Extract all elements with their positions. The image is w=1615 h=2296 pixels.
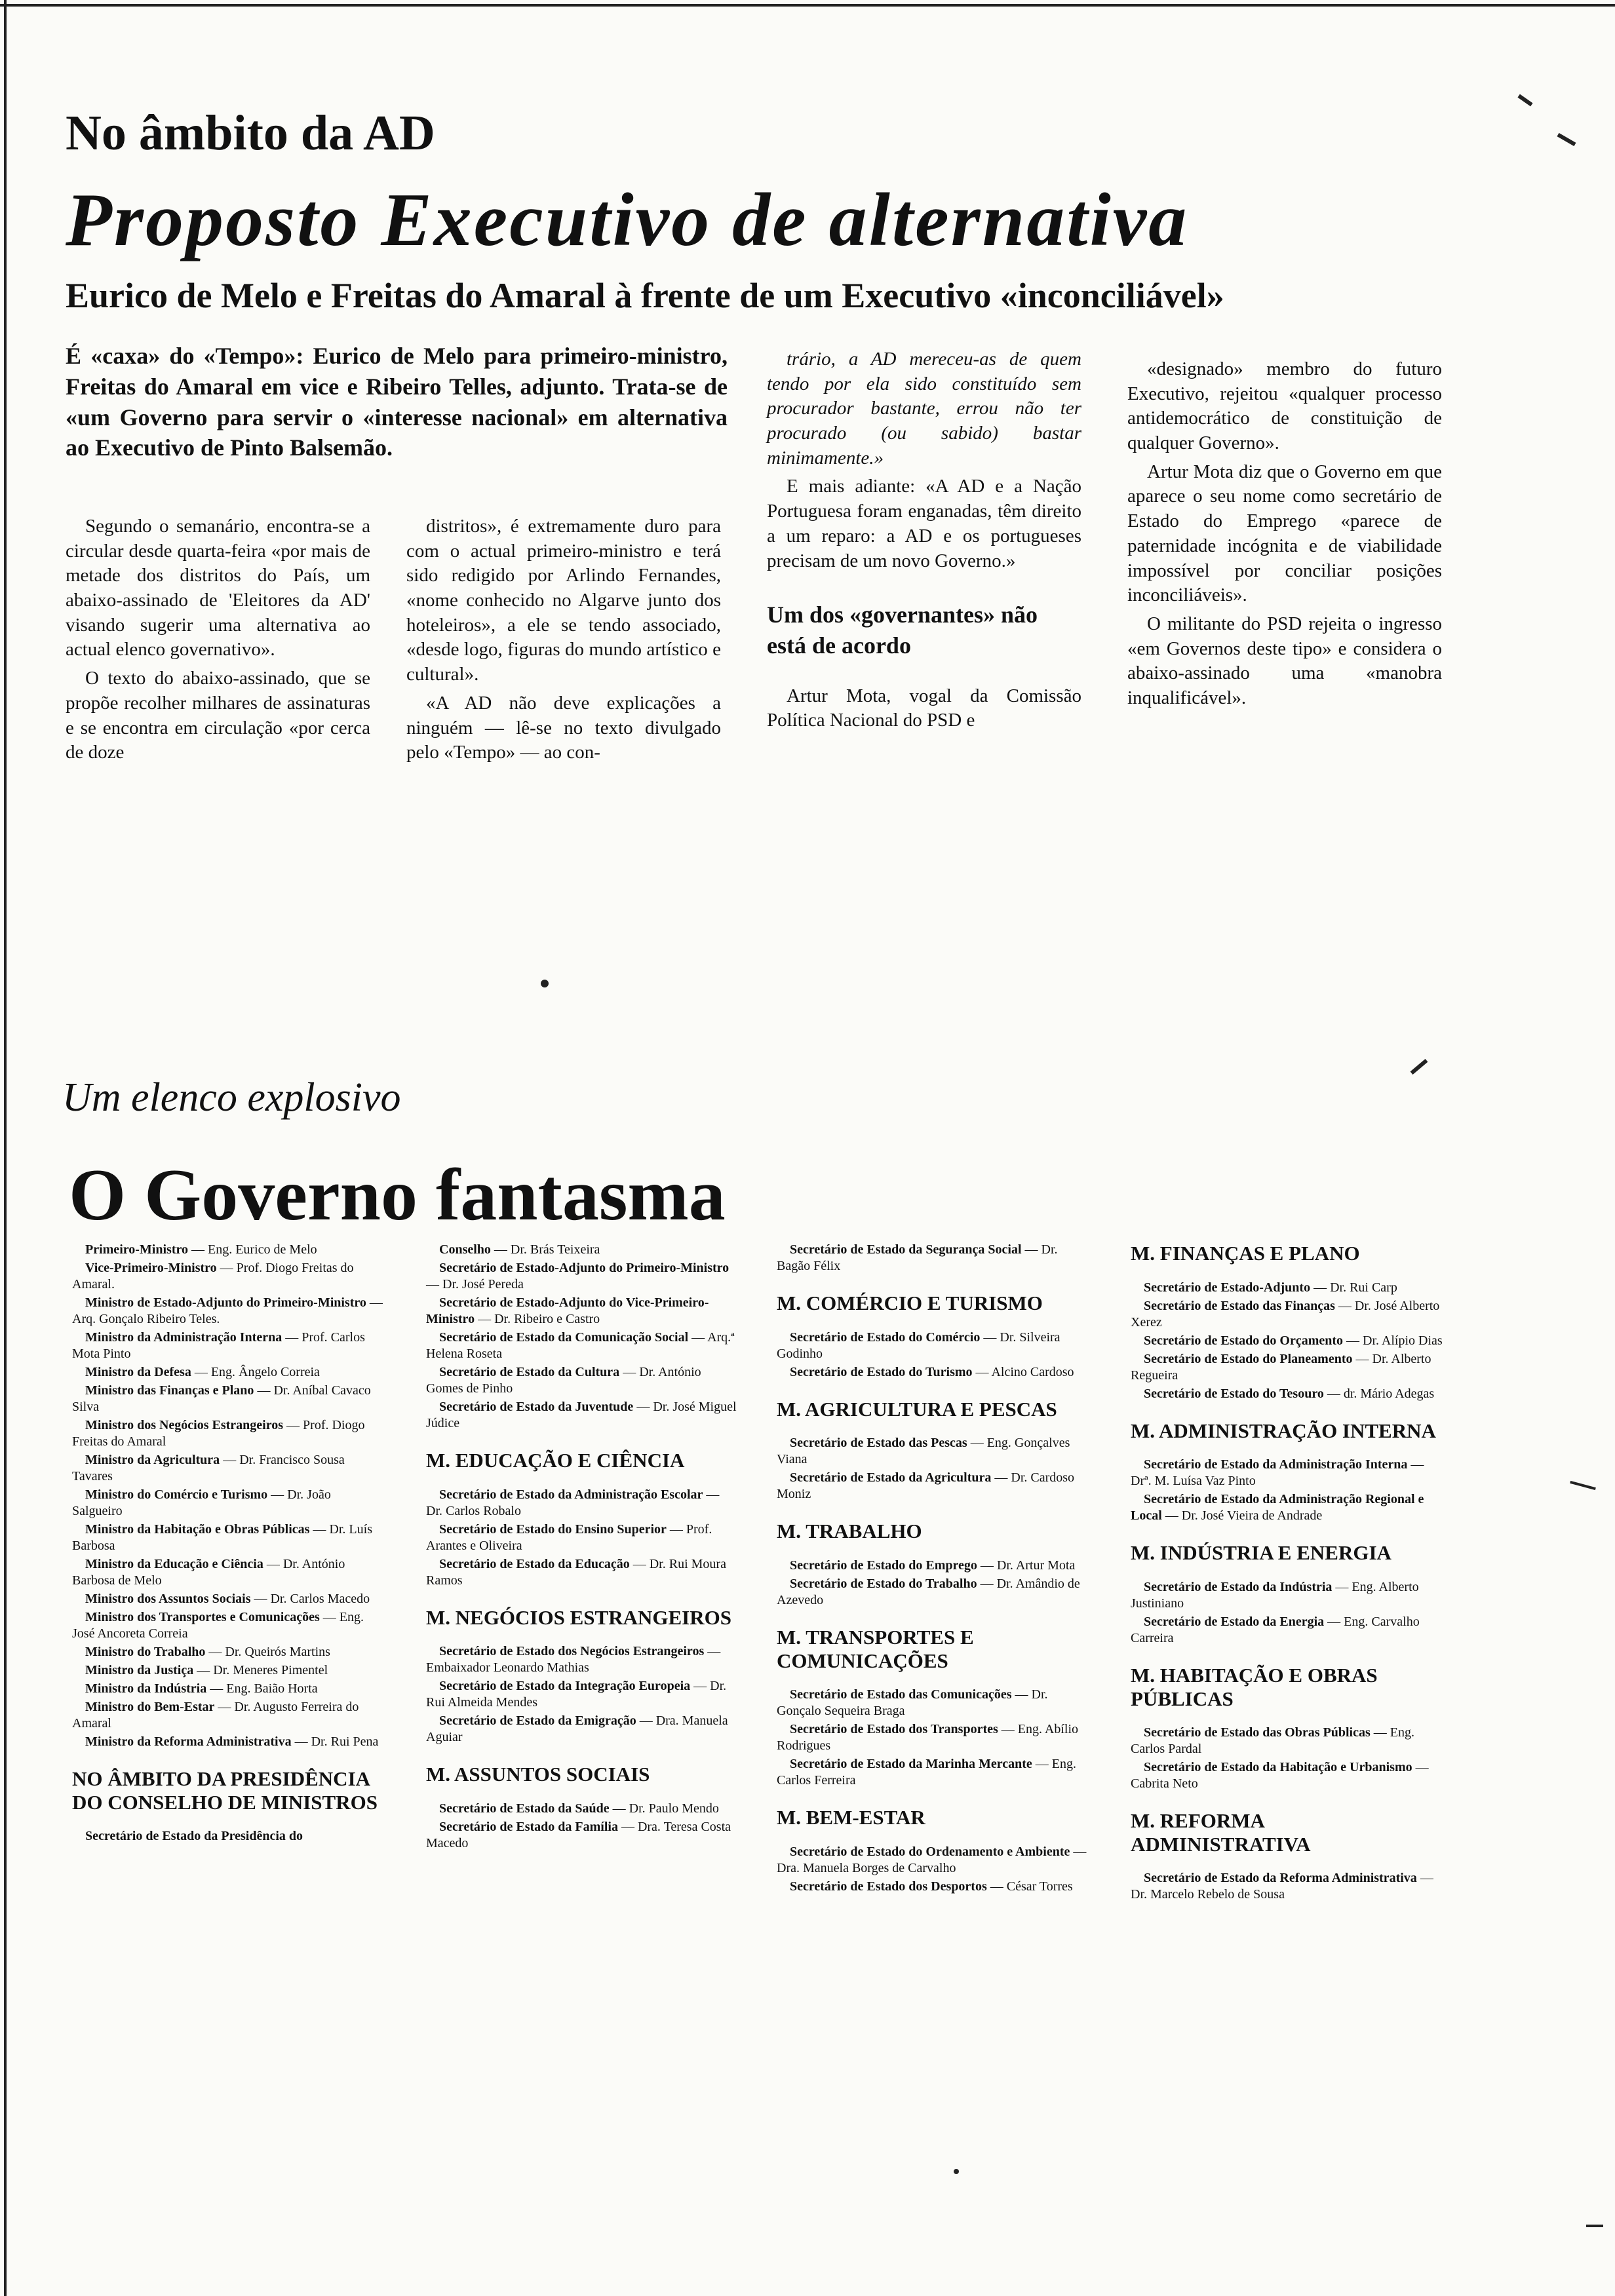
entry-name: — Dr. Rui Carp (1313, 1280, 1397, 1295)
entry-role: Secretário de Estado do Turismo (790, 1364, 973, 1379)
paragraph: trário, a AD mereceu-as de quem tendo por ela sido constituído sem procurador bastante, errou não ter procurado (ou sabido) bastar minimamente.» (767, 349, 1081, 469)
entry-role: Secretário de Estado da Segurança Social (790, 1242, 1022, 1257)
entry-name: — Alcino Cardoso (975, 1364, 1074, 1379)
cabinet-entry (1131, 1333, 1445, 1349)
entry-role: Secretário de Estado da Agricultura (790, 1470, 992, 1485)
entry-role: Secretário de Estado-Adjunto do Primeiro-Ministro (439, 1261, 730, 1275)
cabinet-entry (426, 1643, 737, 1676)
article1-headline: Proposto Executivo de alternativa (66, 178, 1189, 262)
entry-role: Secretário de Estado da Integração Europeia (439, 1679, 691, 1694)
article1-kicker: No âmbito da AD (66, 105, 435, 161)
article1-column-3 (767, 347, 1081, 737)
paragraph: distritos», é extremamente duro para com o actual primeiro-ministro e terá sido redigido por Arlindo Fernandes, «nome conhecido no Algarve junto dos hoteleiros», a ele se tendo associado, «desde logo, figuras do mundo artístico e cultural». (406, 516, 721, 685)
entry-name: — Arq. Gonçalo Ribeiro Teles. (72, 1295, 383, 1326)
scan-speck (1517, 94, 1532, 107)
entry-name: — Dr. Rui Pena (294, 1734, 379, 1749)
cabinet-entry (1131, 1614, 1445, 1647)
cabinet-entry (426, 1819, 737, 1852)
article1-column-2 (406, 514, 721, 769)
cabinet-entry (777, 1470, 1088, 1502)
cabinet-entry (72, 1260, 383, 1293)
entry-role: Ministro da Defesa (85, 1365, 191, 1379)
entry-role: Secretário de Estado das Pescas (790, 1436, 967, 1451)
cabinet-entry (72, 1609, 383, 1642)
entry-name: — Prof. Carlos Mota Pinto (72, 1330, 365, 1361)
paragraph: «designado» membro do futuro Executivo, rejeitou «qualquer processo antidemocrático de constituição de qualquer Governo». (1127, 358, 1442, 454)
entry-role: Ministro da Reforma Administrativa (85, 1734, 292, 1749)
entry-role: Ministro dos Assuntos Sociais (85, 1592, 251, 1606)
entry-name: — Eng. Carlos Pardal (1131, 1725, 1414, 1757)
cabinet-entry (72, 1417, 383, 1450)
entry-role: Secretário de Estado da Administração Escolar (439, 1487, 703, 1502)
entry-name: — César Torres (990, 1879, 1073, 1894)
scan-speck (541, 980, 549, 987)
entry-name: — Dr. Francisco Sousa Tavares (72, 1453, 345, 1483)
cabinet-entry (1131, 1386, 1445, 1402)
entry-name: — Dr. Alberto Regueira (1131, 1351, 1431, 1383)
entry-role: Conselho (439, 1242, 491, 1257)
entry-name: — Dr. Brás Teixeira (494, 1242, 600, 1257)
entry-role: Ministro de Estado-Adjunto do Primeiro-Ministro (85, 1295, 366, 1310)
entry-name: — Dr. Cardoso Moniz (777, 1470, 1075, 1502)
cabinet-entry (426, 1521, 737, 1554)
entry-role: Secretário de Estado da Administração Regional e Local (1131, 1492, 1424, 1523)
entry-name: — dr. Mário Adegas (1327, 1386, 1435, 1401)
paragraph: E mais adiante: «A AD e a Nação Portuguesa foram enganadas, têm direito a um reparo: a AD e os portugueses precisam de um novo Governo.» (767, 476, 1081, 571)
entry-name: — Eng. Baião Horta (210, 1681, 318, 1696)
ministry-heading: M. TRANSPORTES E COMUNICAÇÕES (777, 1625, 974, 1672)
ministry-heading: M. NEGÓCIOS ESTRANGEIROS (426, 1605, 731, 1629)
article2-column-2 (426, 1242, 737, 1854)
scan-speck (1570, 1481, 1596, 1490)
entry-role: Secretário de Estado da Juventude (439, 1400, 634, 1414)
entry-name: — Dra. Manuela Borges de Carvalho (777, 1844, 1087, 1875)
entry-name: — Dr. António Gomes de Pinho (426, 1365, 701, 1396)
entry-name: — Dr. Augusto Ferreira do Amaral (72, 1700, 359, 1731)
cabinet-entry (1131, 1491, 1445, 1524)
cabinet-entry (1131, 1759, 1445, 1792)
entry-name: — Dr. José Miguel Júdice (426, 1400, 737, 1430)
ministry-heading: M. REFORMA ADMINISTRATIVA (1131, 1809, 1311, 1856)
entry-role: Ministro do Comércio e Turismo (85, 1487, 268, 1502)
entry-name: — Dr. Ribeiro e Castro (478, 1312, 600, 1326)
cabinet-entry (426, 1242, 737, 1258)
entry-name: — Dr. José Pereda (426, 1277, 524, 1292)
entry-role: Secretário de Estado da Comunicação Social (439, 1330, 689, 1345)
article2-column-3 (777, 1242, 1088, 1897)
entry-role: Secretário de Estado do Emprego (790, 1558, 977, 1573)
entry-role: Ministro dos Transportes e Comunicações (85, 1610, 320, 1624)
entry-role: Ministro do Bem-Estar (85, 1700, 215, 1714)
entry-name: — Dr. Alípio Dias (1346, 1333, 1443, 1348)
entry-role: Secretário de Estado do Trabalho (790, 1576, 977, 1591)
entry-name: — Dr. João Salgueiro (72, 1487, 331, 1518)
paragraph: O texto do abaixo-assinado, que se propõe recolher milhares de assinaturas e se encontra em circulação «por cerca de doze (66, 668, 370, 763)
entry-name: — Dr. Artur Mota (980, 1558, 1076, 1573)
entry-name: — Dr. Carlos Macedo (254, 1592, 370, 1606)
ministry-heading: NO ÂMBITO DA PRESIDÊNCIA DO CONSELHO DE MINISTROS (72, 1767, 378, 1814)
entry-name: — Cabrita Neto (1131, 1760, 1429, 1791)
article1-subhead: Eurico de Melo e Freitas do Amaral à frente de um Executivo «inconciliável» (66, 276, 1224, 315)
cabinet-entry (426, 1556, 737, 1589)
cabinet-entry (72, 1242, 383, 1258)
entry-role: Secretário de Estado dos Desportos (790, 1879, 987, 1894)
entry-name: — Prof. Arantes e Oliveira (426, 1521, 712, 1553)
cabinet-entry (426, 1295, 737, 1328)
cabinet-entry (1131, 1579, 1445, 1612)
cabinet-entry (72, 1452, 383, 1485)
cabinet-entry (1131, 1870, 1445, 1903)
entry-name: — Dr. Aníbal Cavaco Silva (72, 1383, 371, 1414)
entry-role: Secretário de Estado da Educação (439, 1556, 630, 1571)
ministry-heading: M. ADMINISTRAÇÃO INTERNA (1131, 1419, 1436, 1442)
entry-role: Secretário de Estado das Comunicações (790, 1687, 1012, 1702)
entry-name: — Arq.ª Helena Roseta (426, 1330, 735, 1361)
ministry-heading: M. EDUCAÇÃO E CIÊNCIA (426, 1449, 685, 1472)
scan-speck (954, 2169, 959, 2174)
ministry-heading: M. COMÉRCIO E TURISMO (777, 1292, 1043, 1314)
entry-role: Ministro da Habitação e Obras Públicas (85, 1522, 310, 1537)
cabinet-entry (426, 1364, 737, 1397)
entry-name: — Dra. Manuela Aguiar (426, 1713, 728, 1745)
entry-role: Primeiro-Ministro (85, 1242, 188, 1257)
ministry-heading: M. AGRICULTURA E PESCAS (777, 1397, 1057, 1421)
cabinet-entry (777, 1879, 1088, 1895)
entry-name: — Dr. Queirós Martins (208, 1645, 330, 1659)
ministry-heading: M. TRABALHO (777, 1520, 922, 1543)
entry-name: — Eng. Eurico de Melo (191, 1242, 317, 1257)
entry-name: — Eng. Ângelo Correia (194, 1365, 320, 1379)
entry-role: Secretário de Estado da Saúde (439, 1801, 610, 1816)
cabinet-entry (72, 1487, 383, 1520)
entry-name: — Dr. Marcelo Rebelo de Sousa (1131, 1871, 1433, 1902)
entry-role: Secretário de Estado da Administração Interna (1144, 1457, 1408, 1472)
entry-name: — Dr. Rui Almeida Mendes (426, 1679, 727, 1710)
cabinet-entry (72, 1828, 383, 1845)
article1-section-head: Um dos «governantes» não está de acordo (767, 602, 1038, 659)
entry-role: Secretário de Estado do Ordenamento e Ambiente (790, 1844, 1070, 1859)
cabinet-entry (426, 1399, 737, 1432)
entry-name: — Eng. Alberto Justiniano (1131, 1579, 1419, 1611)
entry-role: Ministro da Agricultura (85, 1453, 220, 1467)
entry-name: — Eng. Carlos Ferreira (777, 1757, 1076, 1788)
scan-speck (1557, 133, 1576, 146)
entry-role: Secretário de Estado do Tesouro (1144, 1386, 1324, 1401)
entry-role: Secretário de Estado do Comércio (790, 1330, 981, 1345)
entry-role: Secretário de Estado da Habitação e Urbanismo (1144, 1760, 1412, 1775)
ministry-heading: M. INDÚSTRIA E ENERGIA (1131, 1541, 1391, 1565)
scan-speck (1586, 2225, 1603, 2227)
cabinet-entry (72, 1330, 383, 1362)
entry-name: — Eng. Carvalho Carreira (1131, 1614, 1420, 1645)
entry-name: — Eng. Gonçalves Viana (777, 1436, 1070, 1467)
entry-role: Secretário de Estado das Finanças (1144, 1298, 1335, 1313)
article2-column-4 (1131, 1242, 1445, 1905)
entry-role: Secretário de Estado da Família (439, 1819, 618, 1834)
entry-name: — Dr. Bagão Félix (777, 1242, 1058, 1273)
cabinet-entry (72, 1662, 383, 1679)
cabinet-entry (426, 1678, 737, 1711)
entry-name: — Dr. Paulo Mendo (612, 1801, 719, 1816)
cabinet-entry (72, 1364, 383, 1381)
page-border-top (0, 4, 1615, 7)
entry-name: — Drª. M. Luísa Vaz Pinto (1131, 1457, 1424, 1489)
paragraph: «A AD não deve explicações a ninguém — lê-se no texto divulgado pelo «Tempo» — ao con- (406, 692, 721, 763)
article2-column-1 (72, 1242, 383, 1846)
cabinet-entry (72, 1681, 383, 1697)
cabinet-entry (72, 1521, 383, 1554)
article2-kicker: Um elenco explosivo (62, 1075, 401, 1120)
cabinet-entry (72, 1556, 383, 1589)
entry-name: — Prof. Diogo Freitas do Amaral (72, 1418, 365, 1449)
entry-name: — Dr. Luís Barbosa (72, 1522, 372, 1553)
cabinet-entry (777, 1721, 1088, 1754)
paragraph: Artur Mota diz que o Governo em que aparece o seu nome como secretário de Estado do Emprego «parece de paternidade incógnita e de viabilidade impossível por conciliar posições inconciliáveis». (1127, 461, 1442, 606)
entry-name: — Dr. Carlos Robalo (426, 1487, 720, 1518)
article1-lead: É «caxa» do «Tempo»: Eurico de Melo para primeiro-ministro, Freitas do Amaral em vice e Ribeiro Telles, adjunto. Trata-se de «um Governo para servir o «interesse nacional» em alternativa ao Executivo de Pinto Balsemão. (66, 343, 728, 461)
cabinet-entry (777, 1364, 1088, 1381)
entry-role: Ministro da Indústria (85, 1681, 207, 1696)
cabinet-entry (1131, 1351, 1445, 1384)
cabinet-entry (1131, 1457, 1445, 1489)
cabinet-entry (426, 1487, 737, 1520)
article2-headline: O Governo fantasma (69, 1155, 726, 1236)
cabinet-entry (777, 1330, 1088, 1362)
entry-name: — Dr. Silveira Godinho (777, 1330, 1060, 1361)
cabinet-entry (777, 1242, 1088, 1274)
cabinet-entry (72, 1699, 383, 1732)
page-border-left (4, 0, 7, 2296)
entry-name: — Prof. Diogo Freitas do Amaral. (72, 1261, 354, 1292)
entry-role: Secretário de Estado da Presidência do (85, 1829, 303, 1844)
entry-role: Secretário de Estado-Adjunto (1144, 1280, 1311, 1295)
entry-name: — Dr. Gonçalo Sequeira Braga (777, 1687, 1048, 1719)
cabinet-entry (777, 1756, 1088, 1789)
cabinet-entry (777, 1558, 1088, 1574)
entry-role: Secretário de Estado da Emigração (439, 1713, 636, 1729)
entry-name: — Embaixador Leonardo Mathias (426, 1644, 721, 1675)
ministry-heading: M. FINANÇAS E PLANO (1131, 1242, 1360, 1265)
entry-role: Ministro dos Negócios Estrangeiros (85, 1418, 284, 1432)
entry-role: Secretário de Estado da Indústria (1144, 1579, 1333, 1594)
cabinet-entry (777, 1687, 1088, 1719)
entry-name: — Dr. Meneres Pimentel (197, 1663, 328, 1677)
paragraph: Segundo o semanário, encontra-se a circular desde quarta-feira «por mais de metade dos distritos do País, um abaixo-assinado de 'Eleitores da AD' visando sugerir uma alternativa ao actual elenco governativo». (66, 516, 370, 660)
cabinet-entry (72, 1644, 383, 1660)
entry-role: Secretário de Estado da Reforma Administrativa (1144, 1871, 1417, 1886)
article1-column-1 (66, 514, 370, 769)
cabinet-entry (1131, 1280, 1445, 1296)
paragraph: O militante do PSD rejeita o ingresso «em Governos deste tipo» e considera o abaixo-assinado uma «manobra inqualificável». (1127, 613, 1442, 708)
entry-name: — Dra. Teresa Costa Macedo (426, 1819, 731, 1850)
entry-name: — Eng. José Ancoreta Correia (72, 1610, 364, 1641)
ministry-heading: M. HABITAÇÃO E OBRAS PÚBLICAS (1131, 1663, 1378, 1710)
cabinet-entry (1131, 1725, 1445, 1757)
entry-role: Secretário de Estado da Energia (1144, 1614, 1325, 1629)
entry-role: Ministro da Educação e Ciência (85, 1557, 263, 1571)
cabinet-entry (426, 1713, 737, 1746)
ministry-heading: M. ASSUNTOS SOCIAIS (426, 1763, 650, 1786)
cabinet-entry (72, 1591, 383, 1607)
cabinet-entry (777, 1576, 1088, 1609)
cabinet-entry (426, 1330, 737, 1362)
entry-role: Secretário de Estado do Orçamento (1144, 1333, 1344, 1348)
cabinet-entry (1131, 1298, 1445, 1331)
cabinet-entry (72, 1295, 383, 1328)
cabinet-entry (426, 1801, 737, 1817)
entry-role: Secretário de Estado-Adjunto do Vice-Primeiro-Ministro (426, 1295, 709, 1326)
cabinet-entry (72, 1383, 383, 1415)
entry-name: — Dr. Rui Moura Ramos (426, 1556, 726, 1588)
entry-role: Secretário de Estado dos Negócios Estrangeiros (439, 1644, 705, 1659)
cabinet-entry (777, 1435, 1088, 1468)
entry-role: Secretário de Estado das Obras Públicas (1144, 1725, 1371, 1740)
entry-name: — Eng. Abílio Rodrigues (777, 1722, 1079, 1753)
entry-role: Ministro da Justiça (85, 1663, 194, 1677)
entry-role: Secretário de Estado da Marinha Mercante (790, 1757, 1032, 1772)
entry-name: — Dr. José Vieira de Andrade (1165, 1508, 1323, 1523)
entry-role: Ministro das Finanças e Plano (85, 1383, 254, 1398)
entry-name: — Dr. Amândio de Azevedo (777, 1576, 1080, 1607)
entry-name: — Dr. José Alberto Xerez (1131, 1298, 1440, 1330)
paragraph: Artur Mota, vogal da Comissão Política Nacional do PSD e (767, 685, 1081, 731)
cabinet-entry (72, 1734, 383, 1750)
entry-role: Secretário de Estado dos Transportes (790, 1722, 998, 1737)
entry-role: Ministro da Administração Interna (85, 1330, 282, 1345)
entry-role: Secretário de Estado da Cultura (439, 1365, 620, 1379)
cabinet-entry (426, 1260, 737, 1293)
entry-name: — Dr. António Barbosa de Melo (72, 1557, 345, 1588)
entry-role: Secretário de Estado do Ensino Superior (439, 1521, 667, 1537)
entry-role: Ministro do Trabalho (85, 1645, 206, 1659)
entry-role: Secretário de Estado do Planeamento (1144, 1351, 1353, 1366)
entry-role: Vice-Primeiro-Ministro (85, 1261, 217, 1275)
ministry-heading: M. BEM-ESTAR (777, 1806, 925, 1829)
scan-speck (1411, 1059, 1428, 1075)
article1-column-4 (1127, 357, 1442, 715)
cabinet-entry (777, 1844, 1088, 1877)
